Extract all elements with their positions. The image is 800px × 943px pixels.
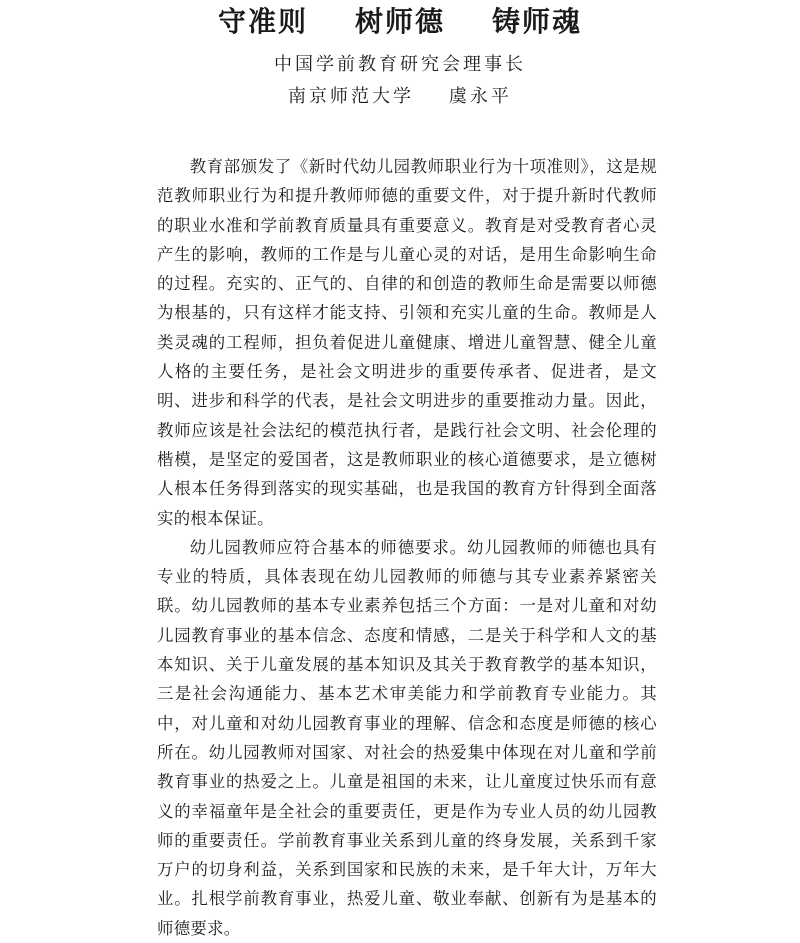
article-title: 守准则 树师德 铸师魂: [218, 5, 582, 38]
paragraph-1: 教育部颁发了《新时代幼儿园教师职业行为十项准则》，这是规范教师职业行为和提升教师师德的重要文件，对于提升新时代教师的职业水准和学前教育质量具有重要意义。教育是对受教育者心灵产生的影响，教师的工作是与儿童心灵的对话，是用生命影响生命的过程。充实的、正气的、自律的和创造的教师生命是需要以师德为根基的，只有这样才能支持、引领和充实儿童的生命。教师是人类灵魂的工程师，担负着促进儿童健康、增进儿童智慧、健全儿童人格的主要任务，是社会文明进步的重要传承者、促进者，是文明、进步和科学的代表，是社会文明进步的重要推动力量。因此，教师应该是社会法纪的模范执行者，是践行社会文明、社会伦理的楷模，是坚定的爱国者，这是教师职业的核心道德要求，是立德树人根本任务得到落实的现实基础，也是我国的教育方针得到全面落实的根本保证。: [157, 157, 657, 528]
author-affiliation: 中国学前教育研究会理事长: [274, 54, 526, 75]
paragraph-2: 幼儿园教师应符合基本的师德要求。幼儿园教师的师德也具有专业的特质，具体表现在幼儿园教师的师德与其专业素养紧密关联。幼儿园教师的基本专业素养包括三个方面：一是对儿童和对幼儿园教育事业的基本信念、态度和情感，二是关于科学和人文的基本知识、关于儿童发展的基本知识及其关于教育教学的基本知识，三是社会沟通能力、基本艺术审美能力和学前教育专业能力。其中，对儿童和对幼儿园教育事业的理解、信念和态度是师德的核心所在。幼儿园教师对国家、对社会的热爱集中体现在对儿童和学前教育事业的热爱之上。儿童是祖国的未来，让儿童度过快乐而有意义的幸福童年是全社会的重要责任，更是作为专业人员的幼儿园教师的重要责任。学前教育事业关系到儿童的终身发展，关系到千家万户的切身利益，关系到国家和民族的未来，是千年大计，万年大业。扎根学前教育事业，热爱儿童、敬业奉献、创新有为是基本的师德要求。: [157, 537, 657, 938]
author-name: 南京师范大学 虞永平: [288, 86, 512, 107]
article-body: [157, 152, 657, 943]
